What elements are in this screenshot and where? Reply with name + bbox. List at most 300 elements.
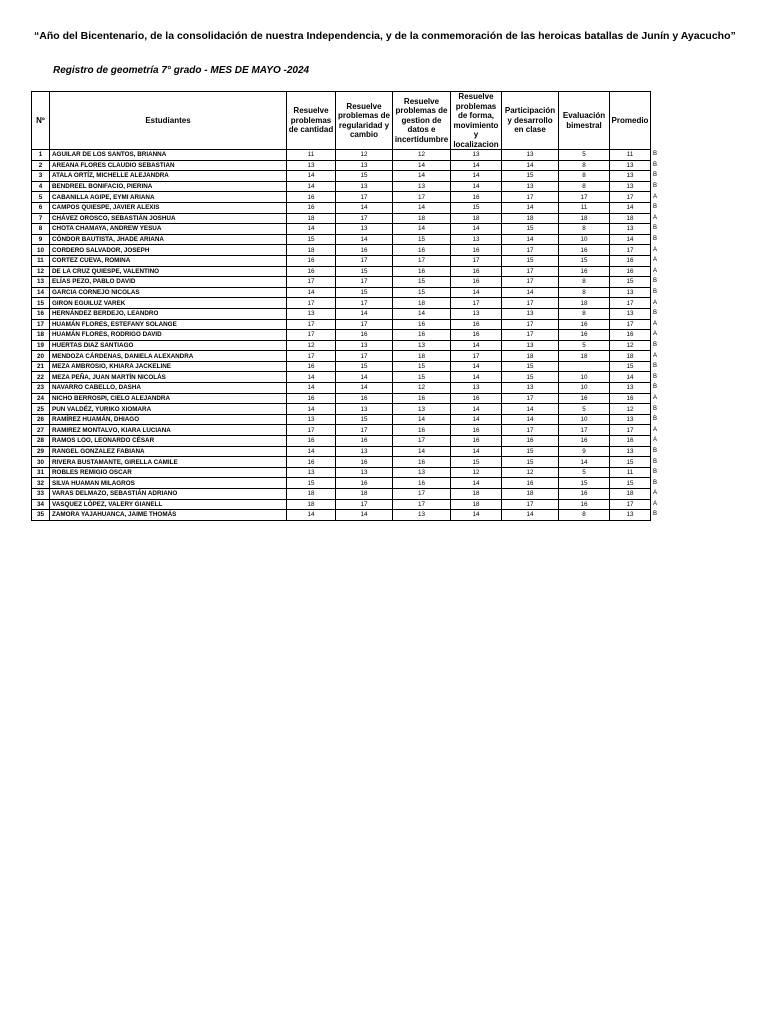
- score-regularity: 14: [336, 202, 393, 213]
- student-name: ZAMORA YAJAHUANCA, JAIME THOMÁS: [50, 510, 287, 521]
- row-number: 9: [32, 234, 50, 245]
- level-letter: A: [653, 490, 658, 497]
- level-letter: B: [653, 225, 658, 232]
- score-exam: 8: [559, 224, 610, 235]
- table-row: [32, 478, 659, 489]
- table-row: [32, 308, 659, 319]
- score-form: 16: [451, 192, 502, 203]
- score-form: 16: [451, 266, 502, 277]
- score-quantity: 13: [287, 467, 336, 478]
- table-row: [32, 255, 659, 266]
- score-quantity: 16: [287, 393, 336, 404]
- level-letter: B: [653, 204, 658, 211]
- score-regularity: 16: [336, 436, 393, 447]
- student-name: RIVERA BUSTAMANTE, GIRELLA CAMILE: [50, 457, 287, 468]
- score-average: 14: [610, 202, 651, 213]
- student-name: NICHO BERROSPI, CIELO ALEJANDRA: [50, 393, 287, 404]
- score-quantity: 17: [287, 298, 336, 309]
- level-letter: B: [653, 183, 658, 190]
- level-letter: B: [653, 479, 658, 486]
- row-number: 17: [32, 319, 50, 330]
- score-participation: 17: [502, 499, 559, 510]
- row-number: 34: [32, 499, 50, 510]
- score-average: 13: [610, 383, 651, 394]
- student-name: GIRON EGUILUZ VAREK: [50, 298, 287, 309]
- grades-table: [31, 91, 659, 521]
- student-name: RAMIREZ MONTALVO, KIARA LUCIANA: [50, 425, 287, 436]
- score-participation: 18: [502, 489, 559, 500]
- score-data: 16: [393, 425, 451, 436]
- table-row: [32, 340, 659, 351]
- score-form: 14: [451, 361, 502, 372]
- header-bimonthly-exam: Evaluación bimestral: [559, 92, 610, 150]
- score-data: 16: [393, 478, 451, 489]
- score-form: 13: [451, 308, 502, 319]
- score-quantity: 13: [287, 308, 336, 319]
- score-quantity: 16: [287, 436, 336, 447]
- score-participation: 16: [502, 478, 559, 489]
- table-header-row: [32, 92, 659, 150]
- score-quantity: 16: [287, 192, 336, 203]
- score-data: 15: [393, 372, 451, 383]
- score-form: 14: [451, 510, 502, 521]
- score-quantity: 14: [287, 181, 336, 192]
- score-form: 16: [451, 330, 502, 341]
- score-participation: 14: [502, 414, 559, 425]
- row-number: 5: [32, 192, 50, 203]
- score-average: 13: [610, 446, 651, 457]
- score-form: 13: [451, 150, 502, 161]
- level-letter: A: [653, 426, 658, 433]
- score-form: 14: [451, 372, 502, 383]
- score-regularity: 13: [336, 160, 393, 171]
- score-exam: 10: [559, 372, 610, 383]
- score-average: 13: [610, 510, 651, 521]
- level-letter: A: [653, 214, 658, 221]
- score-exam: 16: [559, 319, 610, 330]
- row-number: 2: [32, 160, 50, 171]
- student-name: HERNÁNDEZ BERDEJO, LEANDRO: [50, 308, 287, 319]
- score-data: 13: [393, 404, 451, 415]
- score-data: 17: [393, 192, 451, 203]
- row-number: 35: [32, 510, 50, 521]
- score-regularity: 14: [336, 510, 393, 521]
- score-quantity: 16: [287, 255, 336, 266]
- level-letter: B: [653, 447, 658, 454]
- level-letter: A: [653, 246, 658, 253]
- score-quantity: 18: [287, 489, 336, 500]
- student-name: CÓNDOR BAUTISTA, JHADE ARIANA: [50, 234, 287, 245]
- row-number: 27: [32, 425, 50, 436]
- score-data: 14: [393, 160, 451, 171]
- student-name: PUN VALDÉZ, YURIKO XIOMARA: [50, 404, 287, 415]
- score-participation: 14: [502, 160, 559, 171]
- row-number: 21: [32, 361, 50, 372]
- score-regularity: 17: [336, 255, 393, 266]
- score-average: 16: [610, 266, 651, 277]
- score-average: 13: [610, 287, 651, 298]
- level-letter: B: [653, 172, 658, 179]
- score-form: 13: [451, 234, 502, 245]
- score-participation: 15: [502, 224, 559, 235]
- table-row: [32, 404, 659, 415]
- score-participation: 13: [502, 340, 559, 351]
- score-data: 17: [393, 499, 451, 510]
- header-average: Promedio: [610, 92, 651, 150]
- score-average: 13: [610, 160, 651, 171]
- score-regularity: 17: [336, 319, 393, 330]
- score-form: 18: [451, 213, 502, 224]
- level-letter: B: [653, 416, 658, 423]
- row-number: 4: [32, 181, 50, 192]
- score-participation: 15: [502, 446, 559, 457]
- score-exam: 8: [559, 181, 610, 192]
- score-regularity: 12: [336, 150, 393, 161]
- score-data: 14: [393, 308, 451, 319]
- level-letter: A: [653, 257, 658, 264]
- score-participation: 15: [502, 255, 559, 266]
- table-row: [32, 150, 659, 161]
- table-row: [32, 489, 659, 500]
- score-quantity: 14: [287, 404, 336, 415]
- score-data: 13: [393, 510, 451, 521]
- level-letter: A: [653, 320, 658, 327]
- score-data: 13: [393, 340, 451, 351]
- table-row: [32, 298, 659, 309]
- score-average: 16: [610, 255, 651, 266]
- score-average: 18: [610, 351, 651, 362]
- score-quantity: 16: [287, 202, 336, 213]
- score-average: 17: [610, 499, 651, 510]
- table-row: [32, 160, 659, 171]
- score-quantity: 17: [287, 425, 336, 436]
- level-letter: B: [653, 341, 658, 348]
- level-letter: B: [653, 405, 658, 412]
- score-data: 17: [393, 255, 451, 266]
- score-quantity: 17: [287, 319, 336, 330]
- score-data: 18: [393, 213, 451, 224]
- score-form: 14: [451, 414, 502, 425]
- score-participation: 15: [502, 361, 559, 372]
- score-form: 14: [451, 340, 502, 351]
- level-letter: B: [653, 384, 658, 391]
- level-letter: B: [653, 373, 658, 380]
- student-name: MEZA PEÑA, JUAN MARTÍN NICOLÁS: [50, 372, 287, 383]
- score-regularity: 14: [336, 383, 393, 394]
- score-quantity: 18: [287, 213, 336, 224]
- table-row: [32, 372, 659, 383]
- score-regularity: 17: [336, 425, 393, 436]
- score-exam: 18: [559, 351, 610, 362]
- table-row: [32, 351, 659, 362]
- table-row: [32, 457, 659, 468]
- score-participation: 15: [502, 372, 559, 383]
- score-form: 14: [451, 171, 502, 182]
- table-row: [32, 224, 659, 235]
- score-form: 14: [451, 224, 502, 235]
- score-form: 16: [451, 393, 502, 404]
- score-form: 15: [451, 202, 502, 213]
- score-participation: 14: [502, 234, 559, 245]
- score-exam: 8: [559, 160, 610, 171]
- score-exam: 16: [559, 499, 610, 510]
- score-average: 17: [610, 425, 651, 436]
- score-exam: 14: [559, 457, 610, 468]
- row-number: 3: [32, 171, 50, 182]
- score-data: 16: [393, 266, 451, 277]
- score-exam: 5: [559, 467, 610, 478]
- level-letter: B: [653, 310, 658, 317]
- score-regularity: 17: [336, 499, 393, 510]
- score-regularity: 14: [336, 234, 393, 245]
- score-average: 13: [610, 308, 651, 319]
- level-letter: B: [653, 151, 658, 158]
- table-row: [32, 181, 659, 192]
- row-number: 19: [32, 340, 50, 351]
- student-name: CAMPOS QUIESPE, JAVIER ALEXIS: [50, 202, 287, 213]
- score-average: 16: [610, 393, 651, 404]
- score-participation: 17: [502, 319, 559, 330]
- student-name: CORDERO SALVADOR, JOSEPH: [50, 245, 287, 256]
- score-participation: 13: [502, 150, 559, 161]
- score-average: 17: [610, 298, 651, 309]
- header-number: Nº: [32, 92, 50, 150]
- grades-table-body: [32, 150, 659, 521]
- header-level-spacer: [651, 92, 659, 150]
- score-exam: 5: [559, 404, 610, 415]
- score-participation: 18: [502, 213, 559, 224]
- row-number: 28: [32, 436, 50, 447]
- score-data: 14: [393, 414, 451, 425]
- score-quantity: 18: [287, 499, 336, 510]
- score-form: 14: [451, 181, 502, 192]
- row-number: 29: [32, 446, 50, 457]
- level-letter: A: [653, 267, 658, 274]
- score-participation: 17: [502, 245, 559, 256]
- score-quantity: 17: [287, 330, 336, 341]
- score-form: 14: [451, 446, 502, 457]
- score-exam: 16: [559, 245, 610, 256]
- table-row: [32, 266, 659, 277]
- score-form: 15: [451, 457, 502, 468]
- score-average: 11: [610, 467, 651, 478]
- score-quantity: 13: [287, 160, 336, 171]
- score-quantity: 16: [287, 457, 336, 468]
- score-average: 17: [610, 245, 651, 256]
- score-exam: 11: [559, 202, 610, 213]
- score-regularity: 17: [336, 298, 393, 309]
- score-exam: 15: [559, 255, 610, 266]
- level-letter: B: [653, 469, 658, 476]
- score-quantity: 12: [287, 340, 336, 351]
- table-row: [32, 287, 659, 298]
- score-participation: 14: [502, 404, 559, 415]
- level-letter: A: [653, 352, 658, 359]
- score-exam: 16: [559, 266, 610, 277]
- score-participation: 14: [502, 510, 559, 521]
- score-quantity: 17: [287, 277, 336, 288]
- score-exam: 15: [559, 478, 610, 489]
- table-row: [32, 425, 659, 436]
- score-average: 13: [610, 181, 651, 192]
- row-number: 25: [32, 404, 50, 415]
- score-regularity: 13: [336, 181, 393, 192]
- score-data: 16: [393, 245, 451, 256]
- header-quantity: Resuelve problemas de cantidad: [287, 92, 336, 150]
- row-number: 6: [32, 202, 50, 213]
- score-participation: 18: [502, 351, 559, 362]
- row-number: 18: [32, 330, 50, 341]
- score-regularity: 15: [336, 171, 393, 182]
- score-participation: 13: [502, 181, 559, 192]
- score-data: 18: [393, 351, 451, 362]
- score-regularity: 14: [336, 372, 393, 383]
- score-regularity: 17: [336, 277, 393, 288]
- score-average: 13: [610, 414, 651, 425]
- score-exam: 8: [559, 308, 610, 319]
- score-average: 17: [610, 192, 651, 203]
- score-quantity: 15: [287, 234, 336, 245]
- level-letter: B: [653, 511, 658, 518]
- score-data: 16: [393, 319, 451, 330]
- score-regularity: 13: [336, 340, 393, 351]
- score-participation: 15: [502, 457, 559, 468]
- score-exam: 10: [559, 383, 610, 394]
- score-regularity: 13: [336, 467, 393, 478]
- score-regularity: 17: [336, 192, 393, 203]
- score-average: 16: [610, 436, 651, 447]
- score-regularity: 16: [336, 457, 393, 468]
- score-quantity: 11: [287, 150, 336, 161]
- student-name: MENDOZA CÁRDENAS, DANIELA ALEXANDRA: [50, 351, 287, 362]
- score-data: 13: [393, 467, 451, 478]
- score-participation: 17: [502, 266, 559, 277]
- score-quantity: 14: [287, 224, 336, 235]
- score-data: 16: [393, 393, 451, 404]
- table-row: [32, 277, 659, 288]
- score-participation: 16: [502, 436, 559, 447]
- level-letter: A: [653, 193, 658, 200]
- score-participation: 17: [502, 425, 559, 436]
- row-number: 24: [32, 393, 50, 404]
- score-regularity: 16: [336, 478, 393, 489]
- score-exam: 10: [559, 414, 610, 425]
- student-name: MEZA AMBROSIO, KHIARA JACKELINE: [50, 361, 287, 372]
- level-letter: B: [653, 458, 658, 465]
- score-form: 16: [451, 245, 502, 256]
- score-average: 18: [610, 213, 651, 224]
- score-regularity: 15: [336, 287, 393, 298]
- score-regularity: 15: [336, 361, 393, 372]
- score-quantity: 16: [287, 266, 336, 277]
- score-form: 14: [451, 287, 502, 298]
- student-name: RAMÍREZ HUAMÁN, DHIAGO: [50, 414, 287, 425]
- row-number: 33: [32, 489, 50, 500]
- student-name: RANGEL GONZALEZ FABIANA: [50, 446, 287, 457]
- score-form: 17: [451, 255, 502, 266]
- table-row: [32, 319, 659, 330]
- score-data: 14: [393, 446, 451, 457]
- score-form: 17: [451, 351, 502, 362]
- score-exam: [559, 361, 610, 372]
- student-name: RAMOS LOO, LEONARDO CÉSAR: [50, 436, 287, 447]
- score-quantity: 18: [287, 245, 336, 256]
- table-row: [32, 467, 659, 478]
- row-number: 13: [32, 277, 50, 288]
- student-name: CABANILLA AGIPE, EYMI ARIANA: [50, 192, 287, 203]
- score-quantity: 13: [287, 414, 336, 425]
- score-data: 15: [393, 287, 451, 298]
- student-name: AREANA FLORES CLAUDIO SEBASTIAN: [50, 160, 287, 171]
- student-name: CORTEZ CUEVA, ROMINA: [50, 255, 287, 266]
- score-quantity: 14: [287, 171, 336, 182]
- score-average: 13: [610, 224, 651, 235]
- score-participation: 17: [502, 192, 559, 203]
- score-average: 15: [610, 361, 651, 372]
- score-data: 18: [393, 298, 451, 309]
- score-exam: 18: [559, 213, 610, 224]
- score-exam: 5: [559, 340, 610, 351]
- score-regularity: 14: [336, 308, 393, 319]
- score-data: 13: [393, 181, 451, 192]
- score-exam: 8: [559, 277, 610, 288]
- row-number: 8: [32, 224, 50, 235]
- score-average: 15: [610, 277, 651, 288]
- table-row: [32, 446, 659, 457]
- header-form-movement: Resuelve problemas de forma, movimiento y localizacion: [451, 92, 502, 150]
- row-number: 14: [32, 287, 50, 298]
- table-row: [32, 213, 659, 224]
- level-letter: A: [653, 437, 658, 444]
- score-form: 17: [451, 298, 502, 309]
- header-participation: Participación y desarrollo en clase: [502, 92, 559, 150]
- row-number: 1: [32, 150, 50, 161]
- score-exam: 16: [559, 489, 610, 500]
- row-number: 12: [32, 266, 50, 277]
- score-regularity: 16: [336, 393, 393, 404]
- score-regularity: 15: [336, 414, 393, 425]
- score-exam: 16: [559, 436, 610, 447]
- score-exam: 16: [559, 393, 610, 404]
- score-quantity: 17: [287, 351, 336, 362]
- score-form: 16: [451, 277, 502, 288]
- student-name: BENDREEL BONIFACIO, PIERINA: [50, 181, 287, 192]
- table-row: [32, 192, 659, 203]
- score-quantity: 16: [287, 361, 336, 372]
- table-row: [32, 393, 659, 404]
- score-exam: 10: [559, 234, 610, 245]
- score-regularity: 13: [336, 404, 393, 415]
- score-regularity: 16: [336, 245, 393, 256]
- student-name: VARAS DELMAZO, SEBASTIÁN ADRIANO: [50, 489, 287, 500]
- level-letter: A: [653, 394, 658, 401]
- student-name: HUAMÁN FLORES, ESTEFANY SOLANGE: [50, 319, 287, 330]
- level-letter: A: [653, 331, 658, 338]
- student-name: AGUILAR DE LOS SANTOS, BRIANNA: [50, 150, 287, 161]
- score-average: 11: [610, 150, 651, 161]
- score-regularity: 17: [336, 351, 393, 362]
- score-participation: 13: [502, 383, 559, 394]
- score-average: 18: [610, 489, 651, 500]
- score-participation: 13: [502, 308, 559, 319]
- score-data: 16: [393, 457, 451, 468]
- score-regularity: 18: [336, 489, 393, 500]
- student-name: DE LA CRUZ QUIESPE, VALENTINO: [50, 266, 287, 277]
- score-form: 16: [451, 319, 502, 330]
- score-regularity: 17: [336, 213, 393, 224]
- score-exam: 18: [559, 298, 610, 309]
- score-quantity: 14: [287, 372, 336, 383]
